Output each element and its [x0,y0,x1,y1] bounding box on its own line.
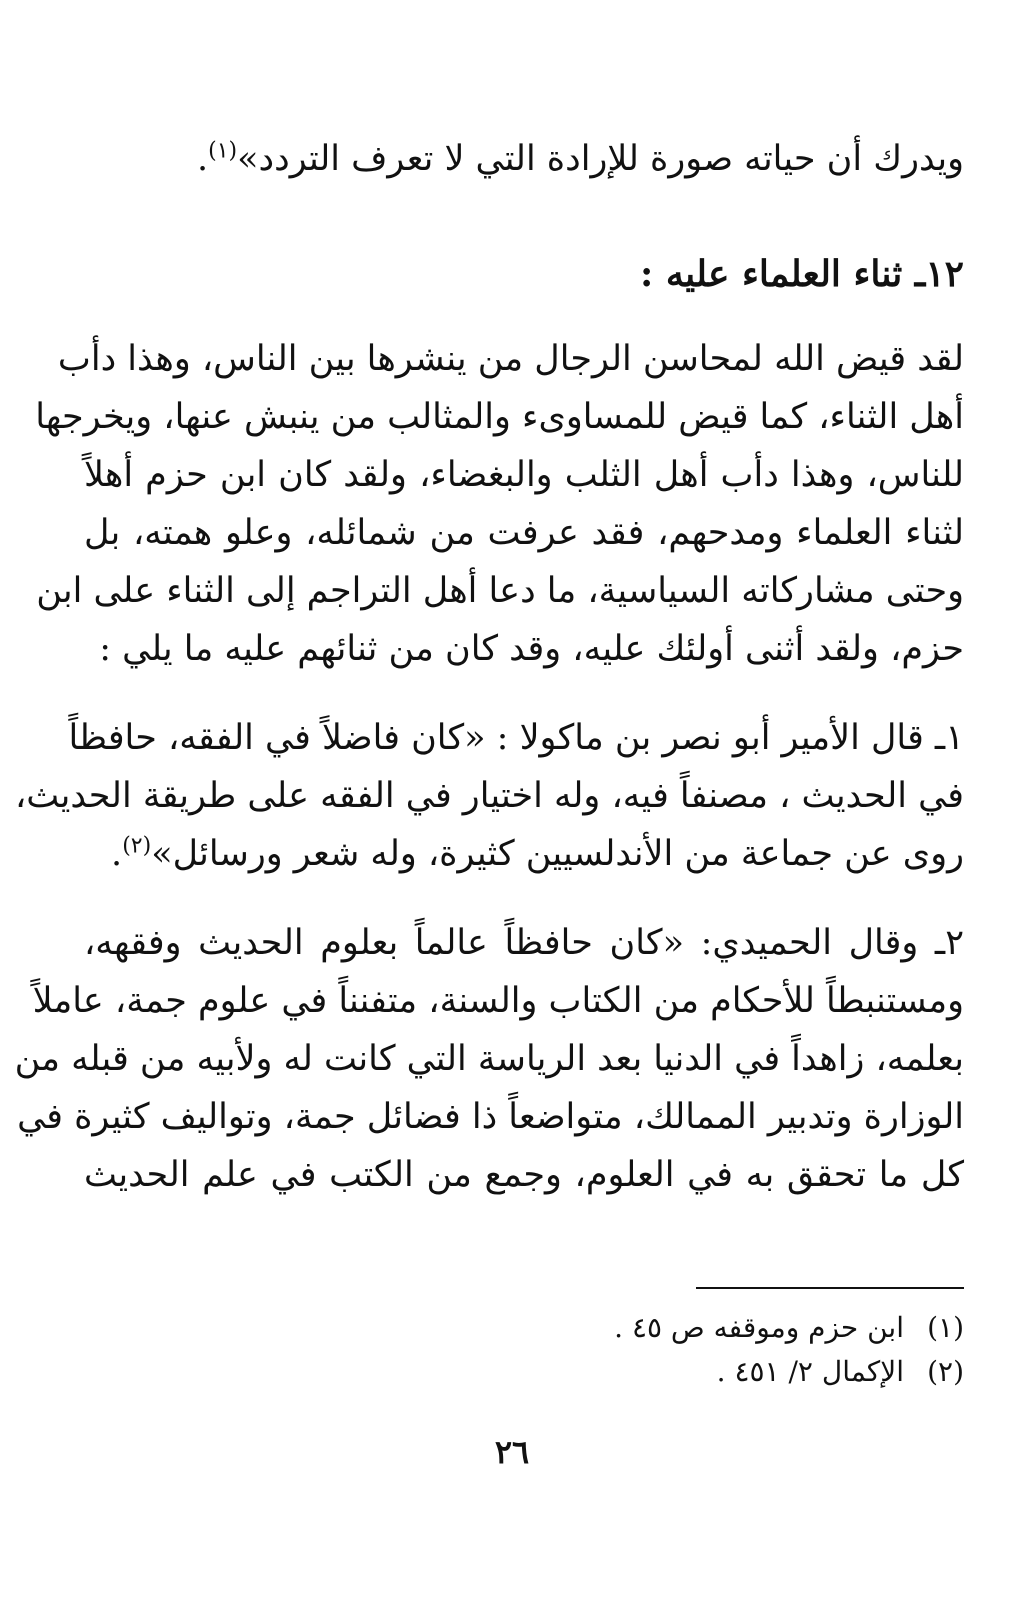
footnote-number: (١) [927,1311,964,1344]
paragraph-line: لثناء العلماء ومدحهم، فقد عرفت من شمائله، وعلو همته، بل [84,513,964,553]
paragraph-line: أهل الثناء، كما قيض للمساوىء والمثالب من ينبش عنها، ويخرجها [35,397,964,437]
quote-line: ٢ـ وقال الحميدي: «كان حافظاً عالماً بعلوم الحديث وفقهه، [84,923,964,963]
page-number: ٢٦ [494,1433,530,1471]
section-heading: ١٢ـ ثناء العلماء عليه : [640,253,964,295]
footnote [717,1352,964,1392]
quote1-last-end: . [111,834,123,874]
footnote [614,1308,964,1348]
footnote-reference-2: (٢) [122,833,152,859]
quote-line: ١ـ قال الأمير أبو نصر بن ماكولا : «كان فاضلاً في الفقه، حافظاً [68,718,964,758]
footnote-reference-1: (١) [208,138,238,164]
quote-line: الوزارة وتدبير الممالك، متواضعاً ذا فضائل جمة، وتواليف كثيرة في [17,1097,964,1137]
quote-line: في الحديث ، مصنفاً فيه، وله اختيار في الفقه على طريقة الحديث، [14,776,964,816]
footnote-text: ابن حزم وموقفه ص ٤٥ . [614,1311,904,1344]
quote-line: كل ما تحقق به في العلوم، وجمع من الكتب في علم الحديث [84,1155,964,1195]
footnote-text: الإكمال ٢/ ٤٥١ . [716,1355,904,1388]
opening-line-text: ويدرك أن حياته صورة للإرادة التي لا تعرف التردد» [237,139,964,179]
quote-line: ومستنبطاً للأحكام من الكتاب والسنة، متفنناً في علوم جمة، عاملاً [32,981,964,1021]
paragraph-line: لقد قيض الله لمحاسن الرجال من ينشرها بين الناس، وهذا دأب [57,339,964,379]
paragraph-line: وحتى مشاركاته السياسية، ما دعا أهل التراجم إلى الثناء على ابن [36,571,964,611]
footnote-number: (٢) [927,1355,964,1388]
footnote-divider [696,1287,964,1289]
opening-line-end: . [196,139,209,179]
paragraph-line: حزم، ولقد أثنى أولئك عليه، وقد كان من ثنائهم عليه ما يلي : [99,629,964,669]
quote1-last-text: روى عن جماعة من الأندلسيين كثيرة، وله شعر ورسائل» [151,834,964,874]
quote-line [84,828,964,880]
paragraph-line: للناس، وهذا دأب أهل الثلب والبغضاء، ولقد كان ابن حزم أهلاً [84,455,964,495]
quote-line: بعلمه، زاهداً في الدنيا بعد الرياسة التي كانت له ولأبيه من قبله من [14,1039,964,1079]
opening-line [84,133,964,185]
